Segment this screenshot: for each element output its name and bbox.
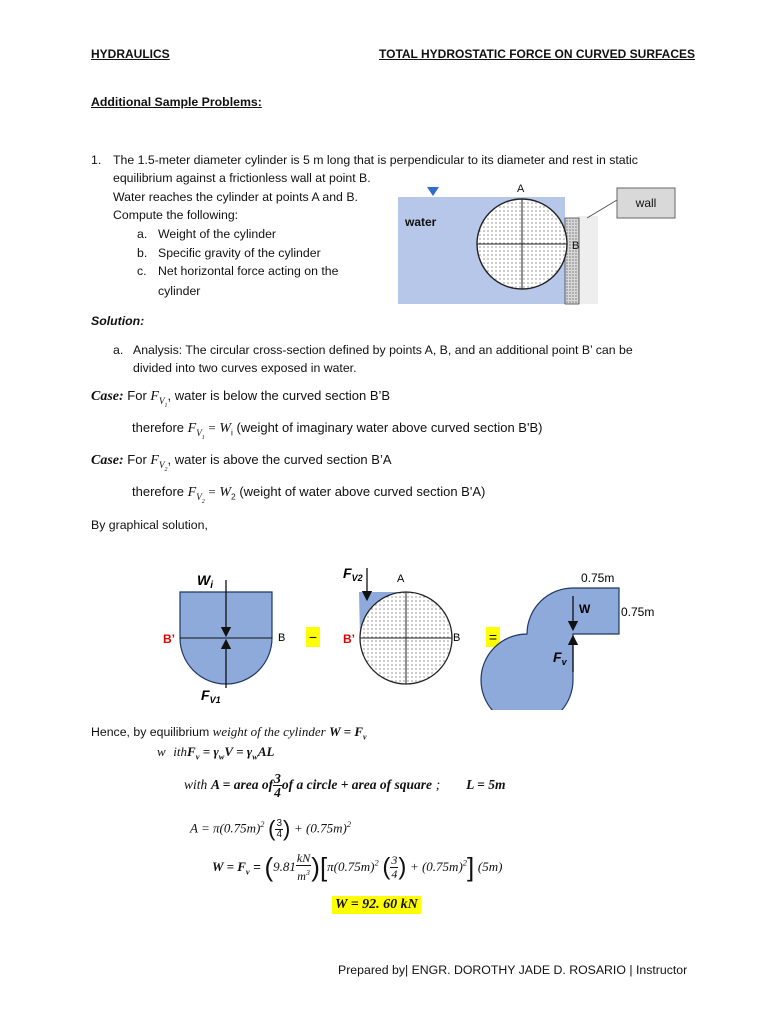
fv2-label: F	[343, 565, 352, 581]
equilibrium-phrase: weight of the cylinder	[212, 724, 326, 739]
item-c-marker: c.	[137, 264, 147, 278]
water-label: water	[405, 215, 437, 229]
case-1: Case: For $F_{V_1}$, water is below the curved section B’B	[91, 388, 391, 409]
area-definition-line	[184, 772, 506, 799]
area-formula-lhs: A = π(0.75m)	[190, 820, 261, 836]
with-rest-sub2: w	[252, 751, 258, 762]
fv2-sub: V2	[351, 573, 363, 583]
item-a-marker: a.	[137, 227, 148, 241]
problem-line-4: Compute the following:	[113, 208, 239, 222]
weight-eq: =	[253, 858, 261, 874]
weight-pi: π(0.75m)	[327, 858, 375, 874]
weight-plus: + (0.75m)	[409, 858, 463, 874]
area-formula-plus: + (0.75m)	[293, 820, 347, 836]
point-b-label: B	[572, 240, 580, 252]
area-formula-exp2: 2	[346, 819, 352, 830]
svg-text:FV1	[201, 687, 221, 705]
minus-sign: −	[308, 629, 318, 645]
fv-sub: v	[561, 657, 567, 667]
case-2-label: Case:	[91, 453, 124, 468]
with-fv: F	[187, 744, 196, 759]
item-b-text: Specific gravity of the cylinder	[158, 246, 321, 260]
weight-formula: $W = F_v = (9.81$ $\frac{kN}{m^3}$ )[$\pi(0.75m)^2$ ( $\frac{3}{4}$ ) + $(0.75m)^2$] (5m)	[212, 851, 503, 883]
with-fv-sub: v	[195, 751, 200, 762]
area-sep: ;	[435, 777, 441, 793]
weight-frac-den: 4	[391, 867, 398, 881]
bprime-label-1: B’	[163, 632, 175, 646]
area-with: with	[184, 777, 208, 793]
equilibrium-eq-sub: v	[363, 732, 367, 742]
header-left: HYDRAULICS	[91, 47, 170, 61]
weight-unit-den: m	[297, 869, 306, 883]
case-1-equation: therefore $F_{V_1} = W_i$ (weight of imaginary water above curved section B'B)	[132, 420, 543, 441]
svg-text:FV2	[343, 565, 363, 583]
wi-sub: i	[210, 580, 213, 591]
weight-unit-num: kN	[296, 851, 311, 865]
solution-label: Solution:	[91, 314, 145, 328]
with-w: w	[157, 744, 166, 759]
equals-sign: =	[488, 629, 498, 645]
area-tail: of a circle + area of square	[281, 777, 433, 793]
case-1-therefore: therefore	[132, 420, 185, 435]
item-b-marker: b.	[137, 246, 148, 260]
problem-number: 1.	[91, 153, 102, 167]
case-1-text: , water is below the curved section B’B	[167, 388, 391, 403]
b-label-1: B	[278, 632, 286, 644]
bprime-label-2: B’	[343, 632, 355, 646]
resultant-area-shape	[481, 588, 619, 710]
cylinder-wall-figure	[395, 178, 685, 308]
with-line	[157, 744, 274, 762]
equilibrium-lead: Hence, by equilibrium	[91, 725, 210, 739]
svg-text:Wi	[197, 572, 213, 591]
graphical-label: By graphical solution,	[91, 518, 208, 532]
area-frac-den: 4	[274, 785, 281, 800]
graphical-diagram	[155, 560, 675, 710]
fv-label: F	[553, 649, 562, 665]
with-ith: ith	[173, 744, 188, 759]
dim-side-label: 0.75m	[621, 605, 655, 619]
with-rest1: = γ	[199, 744, 219, 759]
area-formula-exp: 2	[260, 819, 265, 830]
weight-gamma: 9.81	[273, 858, 296, 874]
dim-top-label: 0.75m	[581, 571, 615, 585]
problem-line-2: equilibrium against a frictionless wall at point B.	[113, 171, 371, 185]
case-1-eq-tail: (weight of imaginary water above curved section B'B)	[232, 420, 543, 435]
point-a-label: A	[517, 183, 525, 195]
area-formula-den: 4	[276, 828, 283, 840]
wall-body	[577, 216, 598, 304]
weight-exp: 2	[374, 857, 379, 868]
header-right: TOTAL HYDROSTATIC FORCE ON CURVED SURFACES	[379, 47, 696, 61]
weight-len: (5m)	[477, 858, 503, 874]
fv1-label: F	[201, 687, 210, 703]
area-l-eq: L = 5m	[466, 777, 506, 793]
weight-lhs-sub: v	[245, 866, 250, 877]
case-2-for: For	[127, 452, 147, 467]
area-formula: $A = \pi(0.75m)^2$ ( $\frac{3}{4}$ ) + $(0.75m)^2$	[190, 816, 352, 841]
water-surface-marker	[427, 187, 439, 196]
with-rest3: AL	[257, 744, 275, 759]
weight-exp2: 2	[462, 857, 467, 868]
area-frac-num: 3	[274, 771, 281, 786]
footer: Prepared by| ENGR. DOROTHY JADE D. ROSARIO | Instructor	[338, 963, 688, 977]
analysis-marker: a.	[113, 343, 124, 357]
section-title: Additional Sample Problems:	[91, 95, 262, 109]
wall-face	[565, 218, 579, 304]
case-2-therefore: therefore	[132, 484, 185, 499]
fv1-sub: V1	[209, 695, 221, 705]
with-rest2: V = γ	[224, 744, 253, 759]
analysis-line-1: Analysis: The circular cross-section defined by points A, B, and an additional point B’ can be	[133, 343, 633, 357]
b-label-2: B	[453, 632, 461, 644]
problem-line-1: The 1.5-meter diameter cylinder is 5 m long that is perpendicular to its diameter and rest in static	[113, 153, 638, 167]
wi-label: W	[197, 572, 211, 588]
area-a-eq: A = area of	[211, 777, 274, 793]
wall-label: wall	[635, 196, 657, 210]
equilibrium-eq: W = F	[329, 724, 364, 739]
case-1-label: Case:	[91, 389, 124, 404]
weight-frac-num: 3	[391, 853, 398, 867]
case-2-text: , water is above the curved section B’A	[167, 452, 392, 467]
case-2: Case: For $F_{V_2}$, water is above the curved section B’A	[91, 452, 392, 473]
w-label: W	[579, 602, 591, 616]
item-a-text: Weight of the cylinder	[158, 227, 277, 241]
result: W = 92. 60 kN	[332, 896, 421, 914]
with-rest-sub1: w	[218, 751, 225, 762]
area-formula-num: 3	[276, 817, 283, 829]
equilibrium-line	[91, 724, 367, 741]
analysis-line-2: divided into two curves exposed in water.	[133, 361, 357, 375]
item-c-text: Net horizontal force acting on the	[158, 264, 339, 278]
a-label: A	[397, 573, 405, 585]
case-2-equation: therefore $F_{V_2} = W_2$ (weight of water above curved section B'A)	[132, 484, 486, 505]
problem-line-3: Water reaches the cylinder at points A and B.	[113, 190, 358, 204]
weight-unit-exp: 3	[305, 868, 310, 877]
case-2-eq-tail: (weight of water above curved section B'A)	[235, 484, 486, 499]
case-1-for: For	[127, 388, 147, 403]
item-c-text-cont: cylinder	[158, 284, 201, 298]
weight-lhs: W = F	[212, 858, 246, 874]
